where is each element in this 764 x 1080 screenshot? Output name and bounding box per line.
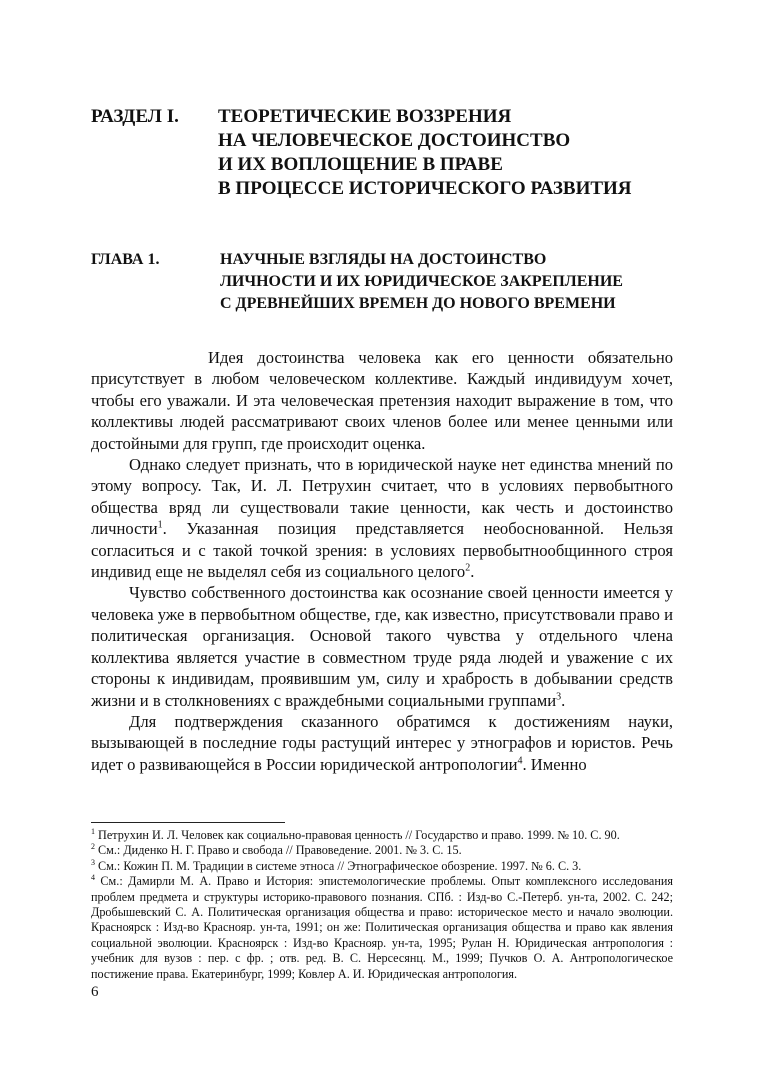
paragraph-text: . — [561, 690, 566, 710]
section-title-line: В ПРОЦЕССЕ ИСТОРИЧЕСКОГО РАЗВИТИЯ — [218, 178, 632, 199]
paragraph-text: Чувство собственного достоинства как осознание своей ценности имеется у человека уже в первобытном обществе, где, как известно, присутствовали право и политическая организация. Основой такого чувства у отдельного члена коллектива является участие в совместном труде ряда людей и уважение с их стороны к индивидам, проявившим ум, силу и храбрость в добывании средств жизни и в столкновениях с враждебными социальными группами — [91, 583, 673, 710]
body-text — [91, 347, 673, 775]
footnote-ref[interactable]: 4 — [517, 755, 523, 767]
footnote-ref[interactable]: 2 — [465, 562, 471, 574]
section-title — [218, 105, 632, 201]
section-title-line: И ИХ ВОПЛОЩЕНИЕ В ПРАВЕ — [218, 154, 503, 175]
paragraph — [91, 711, 673, 775]
footnote-text: См.: Диденко Н. Г. Право и свобода // Правоведение. 2001. № 3. С. 15. — [95, 843, 462, 858]
footnote-number: 4 — [91, 873, 95, 883]
footnote-text: Петрухин И. Л. Человек как социально-правовая ценность // Государство и право. 1999. № 10. С. 90. — [95, 828, 620, 842]
chapter-label: ГЛАВА 1. — [91, 251, 160, 268]
footnote-number: 2 — [91, 842, 95, 852]
footnote-ref[interactable]: 1 — [157, 519, 163, 531]
chapter-title-line: ЛИЧНОСТИ И ИХ ЮРИДИЧЕСКОЕ ЗАКРЕПЛЕНИЕ — [220, 273, 623, 290]
footnote — [91, 843, 673, 858]
section-title-line: ТЕОРЕТИЧЕСКИЕ ВОЗЗРЕНИЯ — [218, 106, 512, 127]
footnote-divider — [91, 822, 285, 823]
chapter-title-line: С ДРЕВНЕЙШИХ ВРЕМЕН ДО НОВОГО ВРЕМЕНИ — [220, 295, 616, 312]
section-label: РАЗДЕЛ I. — [91, 106, 179, 127]
paragraph-text: Для подтверждения сказанного обратимся к достижениям науки, вызывающей в последние годы растущий интерес у этнографов и юристов. Речь идет о развивающейся в России юридической антропологии — [91, 711, 673, 774]
paragraph — [91, 454, 673, 582]
paragraph-text: . Указанная позиция представляется необоснованной. Нельзя согласиться и с такой точкой зрения: в условиях первобытнообщинного строя индивид еще не выделял себя из социального целого — [91, 519, 673, 582]
footnote — [91, 874, 673, 982]
paragraph — [91, 582, 673, 710]
paragraph: Идея достоинства человека как его ценности обязательно присутствует в любом человеческом коллективе. Каждый индивидуум хочет, чтобы его уважали. И эта человеческая претензия находит выражение в том, что коллективы людей рассматривают своих членов более или менее ценными или достойными для групп, где происходит оценка. — [91, 348, 673, 453]
paragraph-text: . — [470, 562, 475, 582]
footnote-text: См.: Дамирли М. А. Право и История: эпистемологические проблемы. Опыт комплексного исследования проблем предмета и структуры историко-правового познания. СПб. : Изд-во С.-Петерб. ун-та, 2002. С. 242; Дробышевский С. А. Политическая организация общества и право: историческое место и начало эволюции. Красноярск : Изд-во Краснояр. ун-та, 1991; он же: Политическая организация общества и право как явления социальной эволюции. Красноярск : Изд-во Краснояр. ун-та, 1995; Рулан Н. Юридическая антропология : учебник для вузов : пер. с фр. ; отв. ред. В. С. Нерсесянц. М., 1999; Пучков О. А. Антропологическое постижение права. Екатеринбург, 1999; Ковлер А. И. Юридическая антропология. — [91, 874, 673, 981]
section-title-line: НА ЧЕЛОВЕЧЕСКОЕ ДОСТОИНСТВО — [218, 130, 571, 151]
paragraph-text: Однако следует признать, что в юридической науке нет единства мнений по этому вопросу. Так, И. Л. Петрухин считает, что в условиях первобытного общества вряд ли существовали такие ценности, как честь и достоинство личности — [91, 455, 673, 539]
footnote — [91, 859, 673, 874]
footnote-ref[interactable]: 3 — [556, 690, 562, 702]
footnote — [91, 828, 673, 843]
page-number: 6 — [91, 984, 99, 1000]
paragraph-text: . Именно — [522, 754, 587, 774]
footnote-number: 1 — [91, 826, 95, 836]
chapter-title — [220, 249, 623, 315]
footnote-number: 3 — [91, 857, 95, 867]
footnotes — [91, 828, 673, 982]
chapter-title-line: НАУЧНЫЕ ВЗГЛЯДЫ НА ДОСТОИНСТВО — [220, 251, 547, 268]
footnote-text: См.: Кожин П. М. Традиции в системе этноса // Этнографическое обозрение. 1997. № 6. С. 3. — [95, 858, 582, 873]
